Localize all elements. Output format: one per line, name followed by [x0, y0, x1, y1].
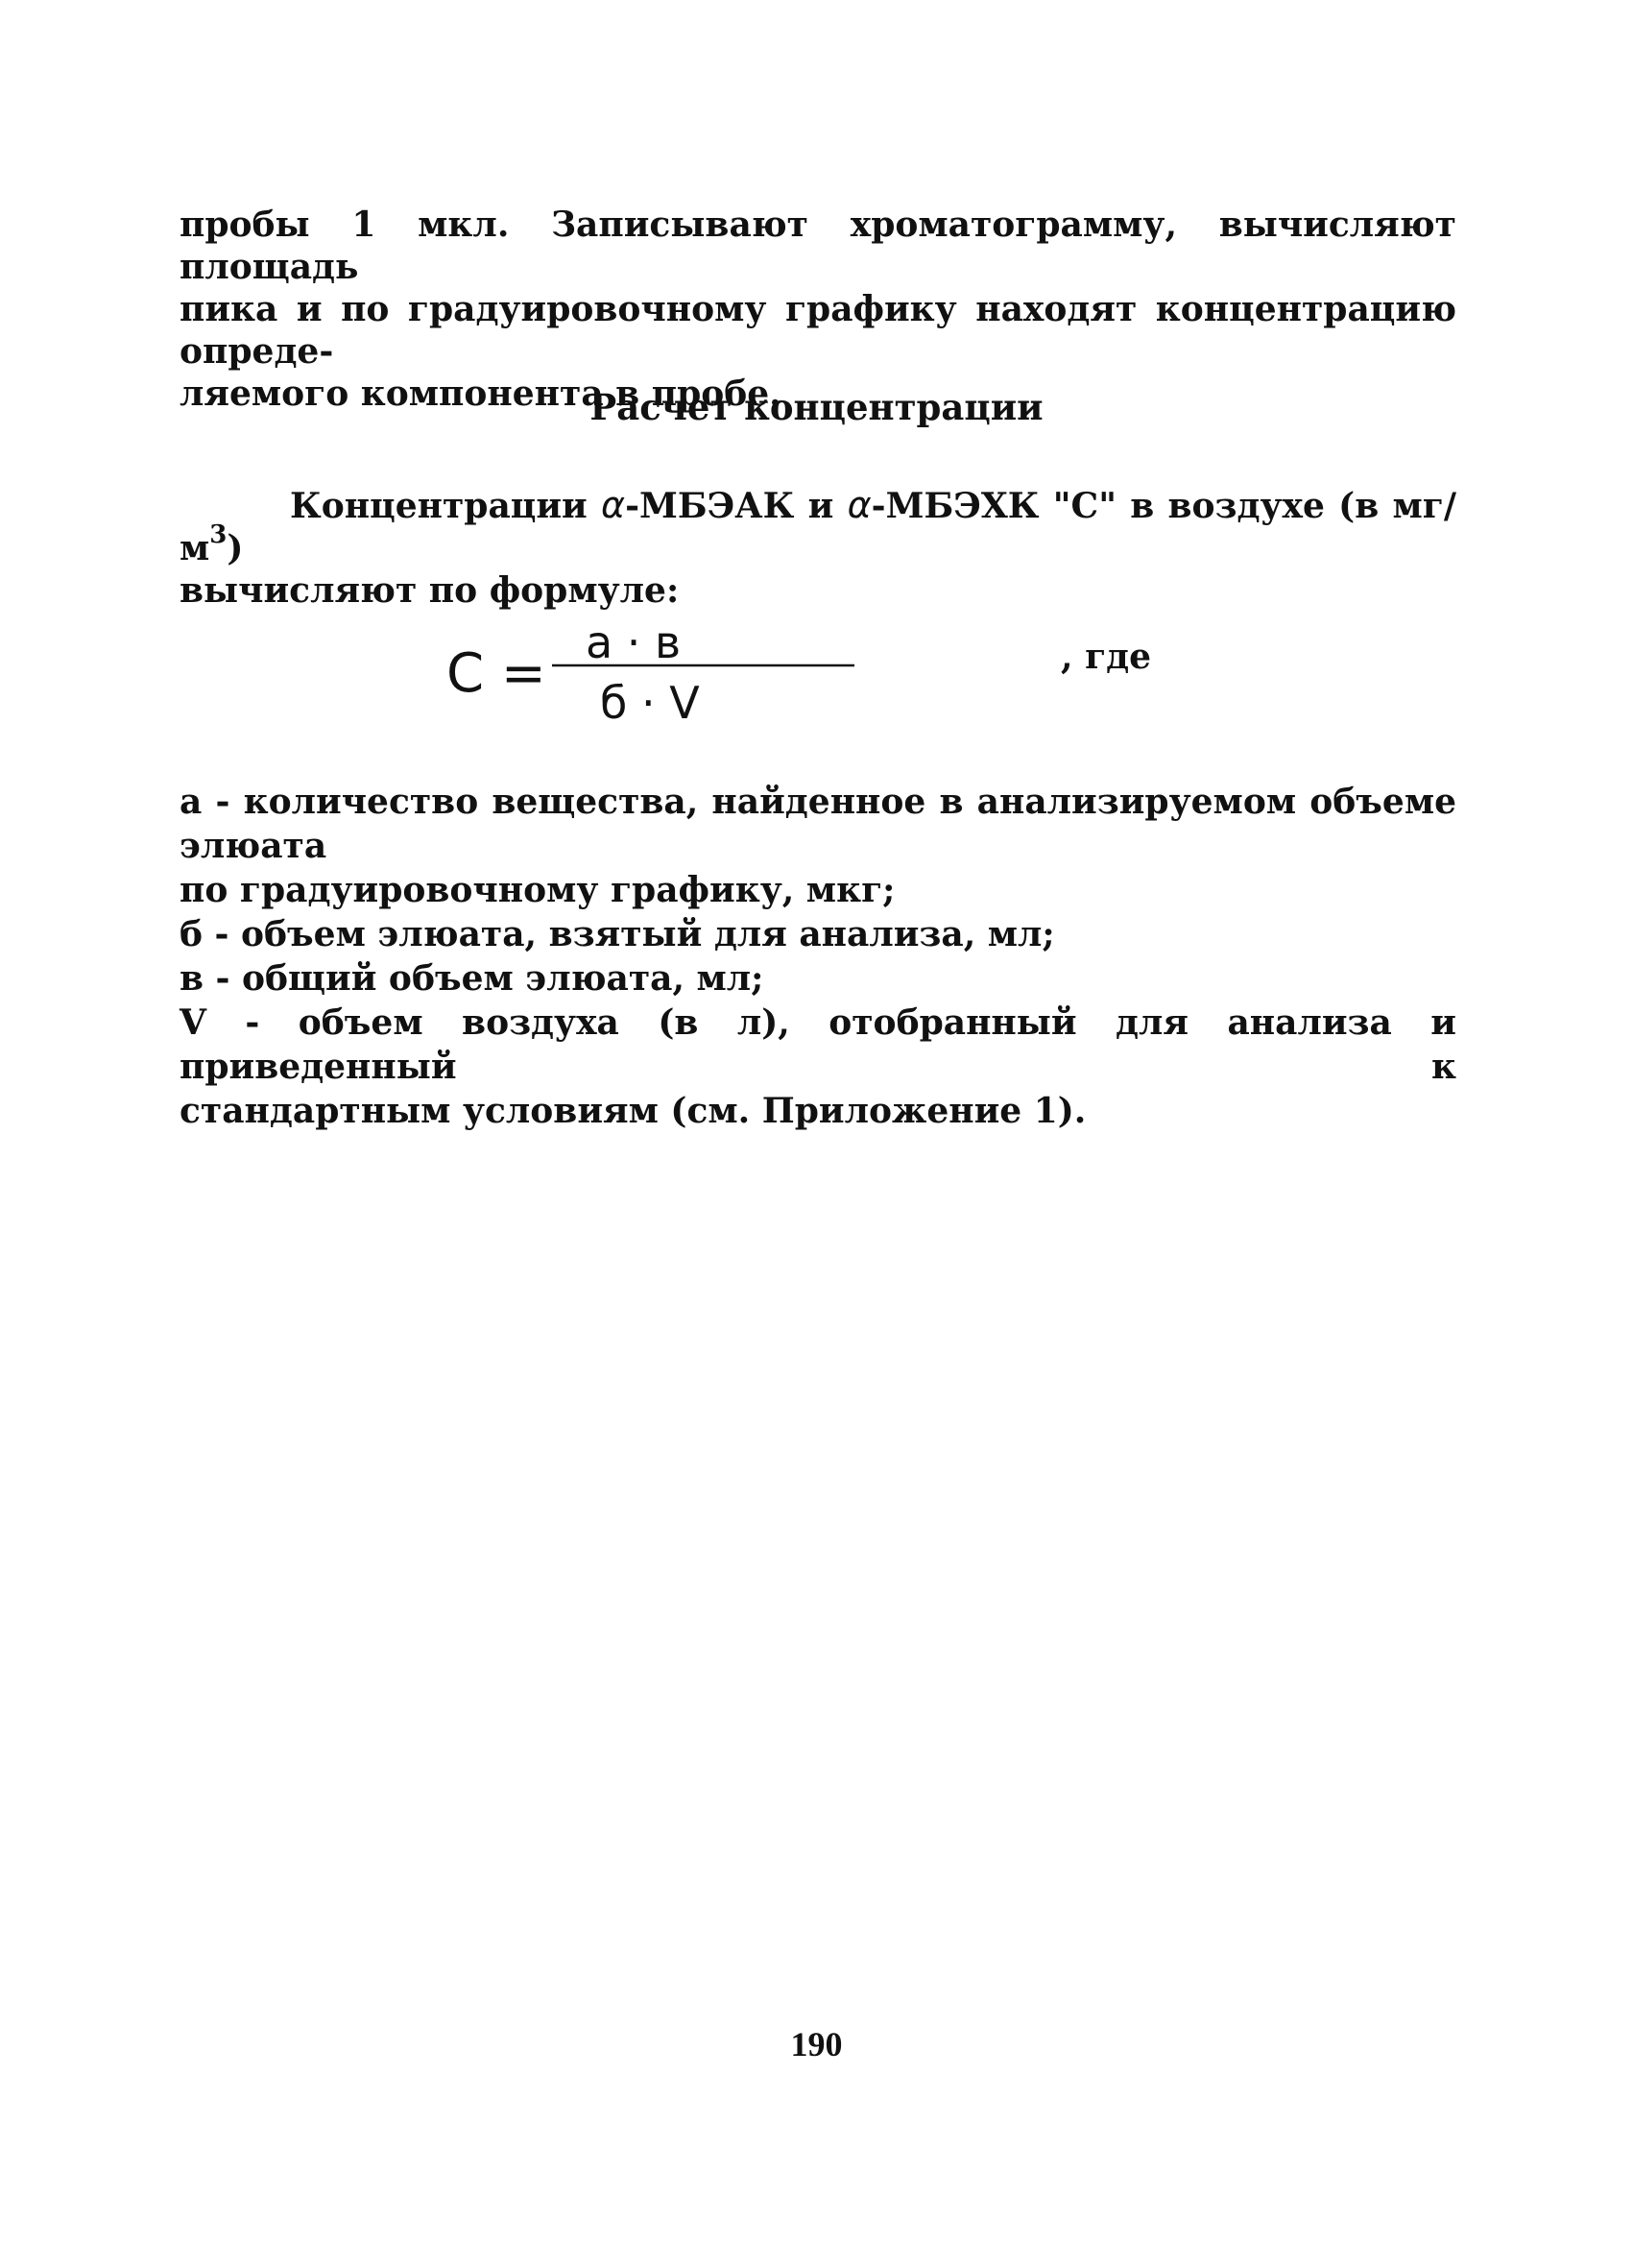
paragraph-line: пробы 1 мкл. Записывают хроматограмму, вычисляют площадь: [180, 205, 1456, 287]
definition-line: по градуировочному графику, мкг;: [180, 870, 896, 910]
definition-line: в - общий объем элюата, мл;: [180, 958, 764, 999]
definition-line: стандартным условиям (см. Приложение 1).: [180, 1091, 1087, 1131]
paragraph-line: ляемого компонента в пробе.: [180, 374, 781, 414]
definition-line: а - количество вещества, найденное в анализируемом объеме элюата: [180, 782, 1456, 866]
alpha-symbol: α: [847, 484, 872, 526]
definition-item: [180, 780, 1456, 912]
intro-line: [180, 484, 1456, 569]
superscript: 3: [209, 520, 228, 549]
variable-definitions: [180, 780, 1456, 1133]
page-number: 190: [790, 2025, 843, 2063]
definition-line: V - объем воздуха (в л), отобранный для анализа и приведенный к: [180, 1002, 1456, 1087]
section-heading: Расчет концентрации: [589, 386, 1044, 428]
paragraph-line: пика и по градуировочному графику находят концентрацию опреде-: [180, 289, 1456, 372]
definition-item: [180, 912, 1456, 956]
formula-where: , где: [1061, 637, 1152, 677]
definition-item: [180, 956, 1456, 1001]
opening-paragraph: [180, 204, 1456, 415]
formula-denominator: б · V: [600, 677, 700, 729]
intro-part1: -МБЭАК и: [625, 486, 848, 526]
intro-line: вычисляют по формуле:: [180, 570, 680, 611]
intro-close: ): [227, 528, 244, 568]
definition-item: [180, 1001, 1456, 1133]
alpha-symbol: α: [601, 484, 626, 526]
intro-part2: -МБЭХК "С" в воздухе (в мг/м: [180, 486, 1456, 568]
definition-line: б - объем элюата, взятый для анализа, мл;: [180, 914, 1055, 954]
formula-lhs: C =: [446, 642, 546, 705]
intro-prefix: Концентрации: [290, 486, 602, 526]
formula-numerator: a · в: [586, 616, 682, 668]
intro-paragraph: [180, 484, 1456, 612]
